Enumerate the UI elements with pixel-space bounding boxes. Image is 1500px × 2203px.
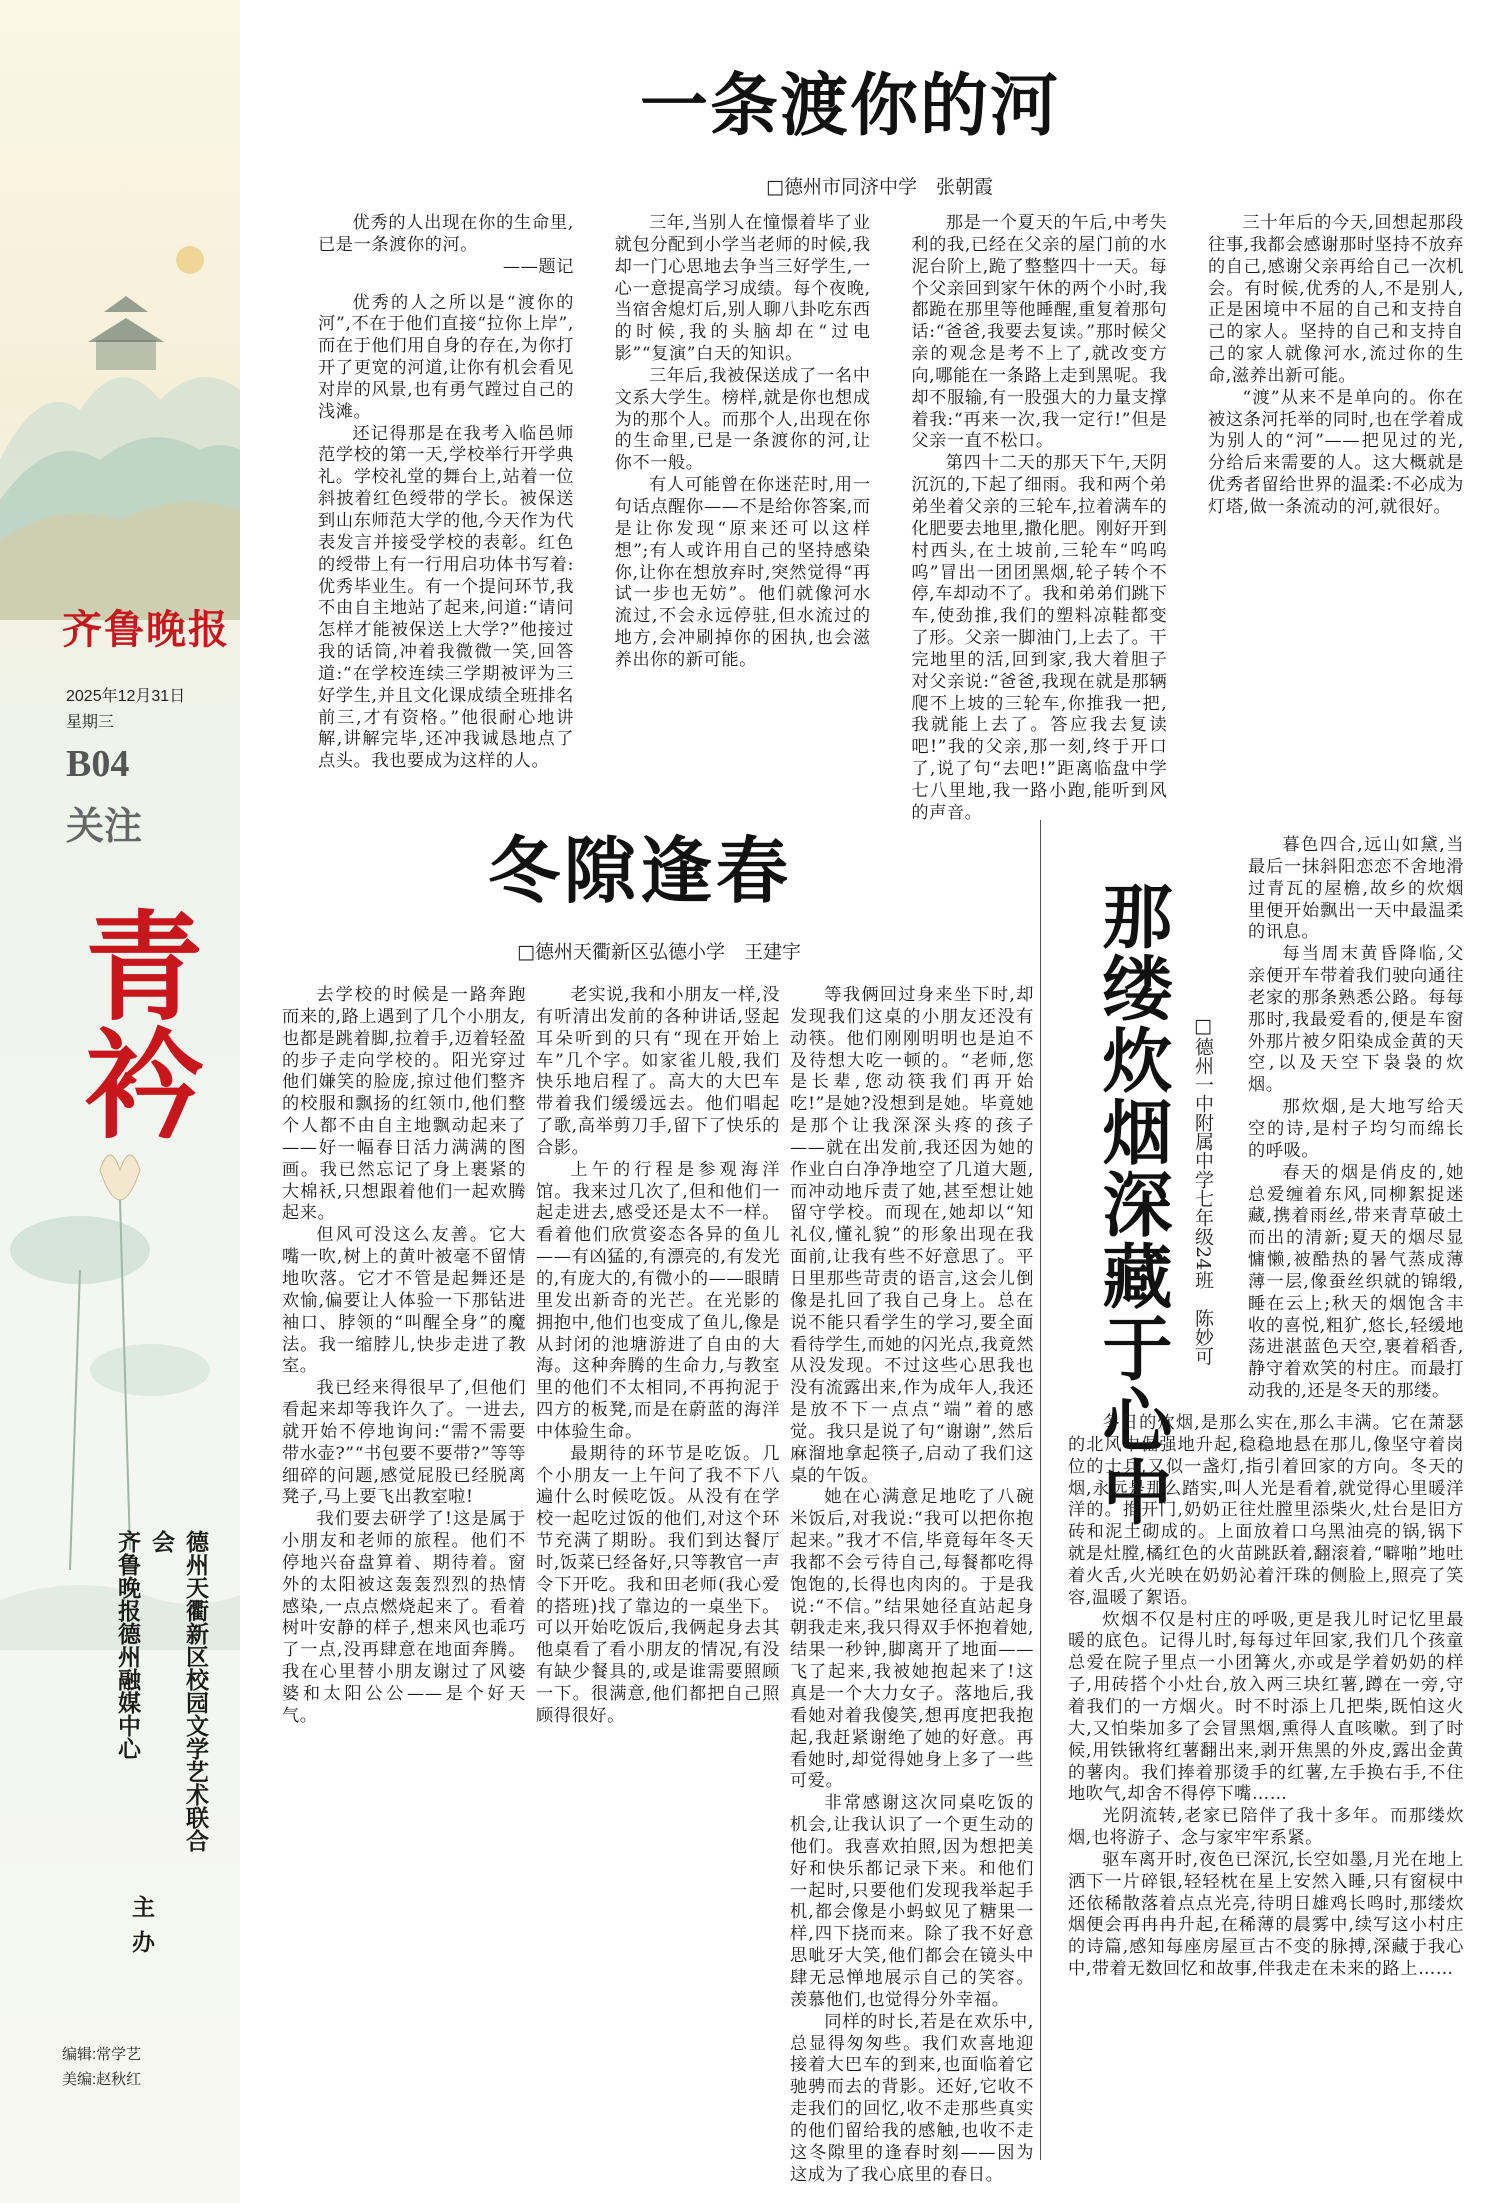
article3-paragraph: 炊烟不仅是村庄的呼吸,更是我儿时记忆里最暖的底色。记得儿时,每每过年回家,我们几个孩童总爱在院子里点一小团篝火,亦或是学着奶奶的样子,用砖搭个小灶台,放入两三块红薯,蹲在一旁,守着我们的一方烟火。时不时添上几把柴,既怕这火大,又怕柴加多了会冒黑烟,熏得人直咳嗽。到了时候,用铁锹将红薯翻出来,剥开焦黑的外皮,露出金黄的薯肉。我们捧着那烫手的红薯,左手换右手,不住地吹气,却舍不得停下嘴…… — [1068, 1609, 1464, 1805]
host-label: 主办 — [128, 1895, 155, 1965]
article1-paragraph: 第四十二天的那天下午,天阴沉沉的,下起了细雨。我和两个弟弟坐着父亲的三轮车,拉着满车的化肥要去地里,撒化肥。刚好开到村西头,在土坡前,三轮车“呜呜呜”冒出一团团黑烟,轮子转个不停,车却动不了。我和弟弟们跳下车,使劲推,我们的塑料凉鞋都变了形。父亲一脚油门,上去了。干完地里的活,回到家,我大着胆子对父亲说:“爸爸,我现在就是那辆爬不上坡的三轮车,你推我一把,我就能上去了。答应我去复读吧!”我的父亲,那一刻,终于开口了,说了句“去吧!”距离临盘中学七八里地,我一路小跑,能听到风的声音。 — [911, 453, 1168, 823]
article2-title: 冬隙逢春 — [488, 828, 793, 913]
ink-mountain-illustration — [0, 200, 240, 620]
article3-byline: □德州一中附属中学七年级24班 陈妙可 — [1192, 1015, 1214, 1366]
article2-paragraph: 去学校的时候是一路奔跑而来的,路上遇到了几个小朋友,也都是跳着脚,拉着手,迈着轻盈的步子走向学校的。阳光穿过他们嫌笑的脸庞,掠过他们整齐的校服和飘扬的红领巾,他们整个人都不由自主地飘动起来了——好一幅春日活力满满的图画。我已然忘记了身上裹紧的大棉袄,只想跟着他们一起欢腾起来。 — [282, 985, 526, 1224]
article2-paragraph: 她在心满意足地吃了八碗米饭后,对我说:“我可以把你抱起来。”我才不信,毕竟每年冬天我都不会亏待自己,每餐都吃得饱饱的,长得也肉肉的。于是我说:“不信。”结果她径直站起身朝我走来,我只得双手怀抱着她,结果一秒钟,脚离开了地面——飞了起来,我被她抱起来了!这真是一个大力女子。落地后,我看她对着我傻笑,想再度把我抱起,我赶紧谢绝了她的好意。再看她时,却觉得她身上多了一些可爱。 — [790, 1487, 1034, 1792]
article1-paragraph: 优秀的人之所以是“渡你的河”,不在于他们直接“拉你上岸”,而在于他们用自身的存在,为你打开了更宽的河道,让你有机会看见对岸的风景,也有勇气蹚过自己的浅滩。 — [318, 292, 574, 422]
article1-column — [615, 213, 871, 763]
article2-paragraph: 上午的行程是参观海洋馆。我来过几次了,但和他们一起走进去,感受还是太不一样。看着他们欣赏姿态各异的鱼儿——有凶猛的,有漂亮的,有发光的,有庞大的,有微小的——眼睛里发出新奇的光芒。在光影的拥抱中,他们也变成了鱼儿,像是从封闭的池塘游进了自由的大海。这种奔腾的生命力,与教室里的他们不太相同,不再拘泥于四方的板凳,而是在蔚蓝的海洋中体验生命。 — [536, 1159, 780, 1442]
article2-paragraph: 老实说,我和小朋友一样,没有听清出发前的各种讲话,竖起耳朵听到的只有“现在开始上车”几个字。如家雀儿般,我们快乐地启程了。高大的大巴车带着我们缓缓远去。他们唱起了歌,高举剪刀手,留下了快乐的合影。 — [536, 985, 780, 1158]
editor-credit: 编辑:常学艺 — [62, 2046, 142, 2063]
article2-paragraph: 但风可没这么友善。它大嘴一吹,树上的黄叶被毫不留情地吹落。它才不管是起舞还是欢愉,偏要让人体验一下那钻进袖口、脖领的“叫醒全身”的魔法。我一缩脖儿,快步走进了教室。 — [282, 1225, 526, 1377]
article1-paragraph: 三年,当别人在憧憬着毕了业就包分配到小学当老师的时候,我却一门心思地去争当三好学生,一心一意提高学习成绩。每个夜晚,当宿舍熄灯后,别人聊八卦吃东西的时候,我的头脑却在“过电影”“复演”白天的知识。 — [614, 213, 871, 365]
article2-paragraph: 我已经来得很早了,但他们看起来却等我许久了。一进去,就开始不停地询问:“需不需要带水壶?”“书包要不要带?”等等细碎的问题,感觉屁股已经脱离凳子,马上要飞出教室啦! — [282, 1378, 526, 1508]
article2-paragraph: 同样的时长,若是在欢乐中,总显得匆匆些。我们欢喜地迎接着大巴车的到来,也面临着它驰骋而去的背影。还好,它收不走我们的回忆,收不走那些真实的他们留给我的感触,也收不走这冬隙里的逢春时刻——因为这成为了我心底里的春日。 — [790, 2011, 1034, 2185]
article3-paragraph: 光阴流转,老家已陪伴了我十多年。而那缕炊烟,也将游子、念与家牢牢系紧。 — [1068, 1806, 1464, 1849]
article2-body — [282, 985, 1034, 2185]
article1-column — [318, 213, 574, 772]
article2-byline: □德州天衢新区弘德小学 王建宇 — [517, 941, 801, 963]
article1-title: 一条渡你的河 — [640, 66, 1061, 146]
section-name: 关注 — [66, 803, 143, 848]
article1-paragraph: 三十年后的今天,回想起那段往事,我都会感谢那时坚持不放弃的自己,感谢父亲再给自己一次机会。有时候,优秀的人,不是别人,正是困境中不屈的自己和支持自己的家人。坚持的自己和支持自己的家人就像河水,流过你的生命,滋养出新可能。 — [1207, 213, 1464, 386]
article2-column — [282, 985, 526, 2160]
article2-paragraph: 非常感谢这次同桌吃饭的机会,让我认识了一个更生动的他们。我喜欢拍照,因为想把美好和快乐都记录下来。和他们一起时,只要他们发现我举起手机,都会像是小蚂蚁见了糖果一样,四下挠而来。除了我不好意思呲牙大笑,他们都会在镜头中肆无忌惮地展示自己的笑容。羡慕他们,也觉得分外幸福。 — [790, 1793, 1034, 2010]
column-title: 青衿 — [65, 905, 204, 1141]
article1-epigraph-signature: ——题记 — [502, 256, 574, 277]
article1-column — [911, 213, 1168, 823]
article1-paragraph: 三年后,我被保送成了一名中文系大学生。榜样,就是你也想成为的那个人。而那个人,出现在你的生命里,已是一条渡你的河,让你不一般。 — [614, 365, 871, 474]
organizer-name: 德州天衢新区校园文学艺术联合会 — [148, 1530, 209, 1852]
left-sidebar — [0, 0, 240, 2203]
article3-column-top — [1248, 835, 1464, 1403]
article2-paragraph: 我们要去研学了!这是属于小朋友和老师的旅程。他们不停地兴奋盘算着、期待着。窗外的太阳被这轰轰烈烈的热情感染,一点点燃烧起来了。看着树叶安静的样子,想来风也乖巧了一点,没再肆意在地面奔腾。我在心里替小朋友谢过了风婆婆和太阳公公——是个好天气。 — [282, 1509, 526, 1726]
publication-date: 2025年12月31日 — [66, 688, 186, 705]
newspaper-masthead: 齐鲁晚报 — [62, 606, 230, 653]
article1-paragraph: “渡”从来不是单向的。你在被这条河托举的同时,也在学着成为别人的“河”——把见过的光,分给后来需要的人。这大概就是优秀者留给世界的温柔:不必成为灯塔,做一条流动的河,就很好。 — [1207, 387, 1464, 517]
article1-column — [1208, 213, 1464, 763]
article3-paragraph: 那炊烟,是大地写给天空的诗,是村子均匀而绵长的呼吸。 — [1248, 1097, 1464, 1161]
article3-paragraph: 驱车离开时,夜色已深沉,长空如墨,月光在地上洒下一片碎银,轻轻枕在星上安然入睡,只有窗棂中还依稀散落着点点光亮,待明日雄鸡长鸣时,那缕炊烟便会再冉冉升起,在稀薄的晨雾中,续写这小村庄的诗篇,感知每座房屋亘古不变的脉搏,深藏于我心中,带着无数回忆和故事,伴我走在未来的路上…… — [1068, 1849, 1464, 1980]
article3-paragraph: 暮色四合,远山如黛,当最后一抹斜阳恋恋不舍地滑过青瓦的屋檐,故乡的炊烟里便开始飘出一天中最温柔的讯息。 — [1248, 835, 1464, 943]
article2-paragraph: 等我俩回过身来坐下时,却发现我们这桌的小朋友还没有动筷。他们刚刚明明也是迫不及待想大吃一顿的。“老师,您是长辈,您动筷我们再开始吃!”是她?没想到是她。毕竟她是那个让我深深头疼的孩子——就在出发前,我还因为她的作业白白净净地空了几道大题,而冲动地斥责了她,甚至想让她留守学校。而现在,她却以“知礼仪,懂礼貌”的形象出现在我面前,让我有些不好意思了。平日里那些苛责的语言,这会儿倒像是扎回了我自己身上。总在说不能只看学生的学习,要全面看待学生,而她的闪光点,我竟然从没发现。不过这些心思我也没有流露出来,作为成年人,我还是放不下一点点“端”着的感觉。我只是说了句“谢谢”,然后麻溜地拿起筷子,启动了我们这桌的午饭。 — [790, 985, 1034, 1486]
article2-column — [790, 985, 1034, 2185]
article1-epigraph: 优秀的人出现在你的生命里,已是一条渡你的河。 — [318, 213, 574, 255]
article3-paragraph: 每当周末黄昏降临,父亲便开车带着我们驶向通往老家的那条熟悉公路。每每那时,我最爱看的,便是车窗外那片被夕阳染成金黄的天空,以及天空下袅袅的炊烟。 — [1248, 944, 1464, 1096]
page-number: B04 — [66, 743, 130, 785]
article3-title: 那缕炊烟深藏于心中 — [1091, 880, 1174, 1528]
publication-weekday: 星期三 — [66, 714, 115, 731]
article1-body — [318, 213, 1464, 823]
organizer-name: 齐鲁晚报德州融媒中心 — [114, 1530, 141, 1760]
article1-paragraph: 还记得那是在我考入临邑师范学校的第一天,学校举行开学典礼。学校礼堂的舞台上,站着一位斜披着红色绶带的学长。被保送到山东师范大学的他,今天作为代表发言并接受学校的表彰。红色的绶带上有一行用启功体书写着:优秀毕业生。有一个提问环节,我不由自主地站了起来,问道:“请问怎样才能被保送上大学?”他接过我的话筒,冲着我微微一笑,回答道:“在学校连续三学期被评为三好学生,并且文化课成绩全班排名前三,才有资格。”他很耐心地讲解,讲解完毕,还冲我诚恳地点了点头。我也要成为这样的人。 — [318, 423, 574, 772]
art-editor-credit: 美编:赵秋红 — [62, 2071, 142, 2088]
article1-byline: □德州市同济中学 张朝霞 — [766, 176, 993, 198]
article3-paragraph: 冬日的炊烟,是那么实在,那么丰满。它在萧瑟的北风中倔强地升起,稳稳地悬在那儿,像坚守着岗位的士兵,又似一盏灯,指引着回家的方向。冬天的烟,永远是那么踏实,叫人光是看着,就觉得心里暖洋洋的。推开门,奶奶正往灶膛里添柴火,灶台是旧方砖和泥土砌成的。上面放着口乌黑油亮的锅,锅下就是灶膛,橘红色的火苗跳跃着,翻滚着,“噼啪”地吐着火舌,火光映在奶奶沁着汗珠的侧脸上,照亮了笑容,温暖了絮语。 — [1068, 1413, 1464, 1608]
article2-column — [536, 985, 780, 2160]
article3-paragraph: 春天的烟是俏皮的,她总爱缠着东风,同柳絮捉迷藏,携着雨丝,带来青草破土而出的清新;夏天的烟尽显慵懒,被酷热的暑气蒸成薄薄一层,像蚕丝织就的锦缎,睡在云上;秋天的烟饱含丰收的喜悦,粗犷,悠长,轻缓地荡进湛蓝色天空,裹着稻香,静守着欢笑的村庄。而最打动我的,还是冬天的那缕。 — [1248, 1162, 1464, 1402]
article2-paragraph: 最期待的环节是吃饭。几个小朋友一上午问了我不下八遍什么时候吃饭。从没有在学校一起吃过饭的他们,对这个环节充满了期盼。我们到达餐厅时,饭菜已经备好,只等教官一声令下开吃。我和田老师(我心爱的搭班)找了靠边的一桌坐下。可以开始吃饭后,我俩起身去其他桌看了看小朋友的情况,有没有缺少餐具的,或是谁需要照顾一下。很满意,他们都把自己照顾得很好。 — [536, 1443, 780, 1726]
article1-paragraph: 那是一个夏天的午后,中考失利的我,已经在父亲的屋门前的水泥台阶上,跪了整整四十一天。每个父亲回到家午休的两个小时,我都跪在那里等他睡醒,重复着那句话:“爸爸,我要去复读。”那时候父亲的观念是考不上了,就改变方向,哪能在一条路上走到黑呢。我却不服输,有一股强大的力量支撑着我:“再来一次,我一定行!”但是父亲一直不松口。 — [911, 213, 1168, 452]
article1-paragraph: 有人可能曾在你迷茫时,用一句话点醒你——不是给你答案,而是让你发现“原来还可以这样想”;有人或许用自己的坚持感染你,让你在想放弃时,突然觉得“再试一步也无妨”。他们就像河水流过,不会永远停驻,但水流过的地方,会冲刷掉你的困执,也会滋养出你的新可能。 — [614, 475, 871, 670]
article3-column-bottom — [1068, 1413, 1464, 1981]
article-divider — [1040, 820, 1041, 2160]
organizers — [110, 1530, 212, 1870]
